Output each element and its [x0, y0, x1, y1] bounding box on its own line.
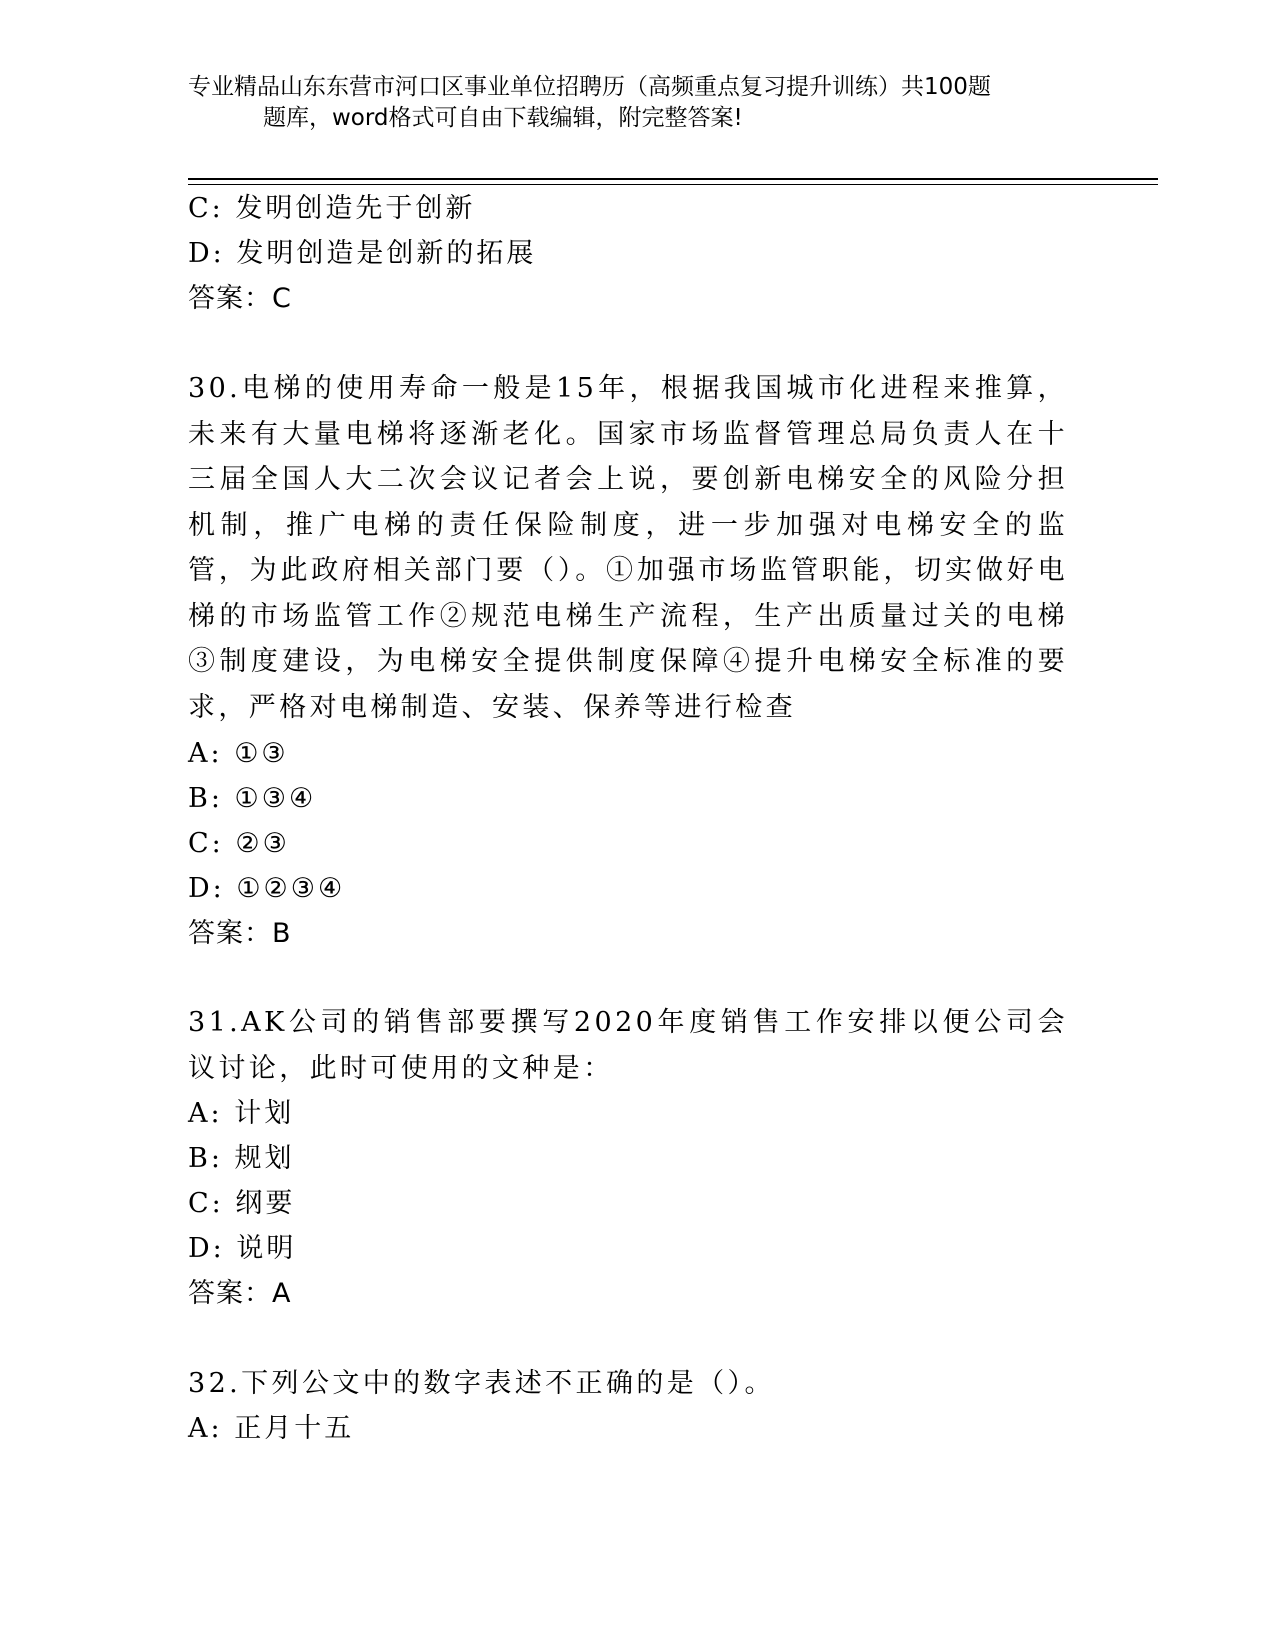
- header-rule-thick: [188, 178, 1158, 180]
- q30-option-b: B: ①③④: [188, 783, 317, 814]
- q29-option-c: C: 发明创造先于创新: [188, 193, 476, 224]
- q32-option-a: A: 正月十五: [188, 1413, 355, 1444]
- q31-option-a: A: 计划: [188, 1098, 295, 1129]
- q31-stem: 31.AK公司的销售部要撰写2020年度销售工作安排以便公司会议讨论，此时可使用的文种是：: [188, 1007, 1068, 1084]
- q31-option-b: B: 规划: [188, 1143, 295, 1174]
- q30-option-d: D: ①②③④: [188, 873, 346, 904]
- q31-option-c: C: 纲要: [188, 1188, 296, 1219]
- q31-answer: 答案：A: [188, 1278, 292, 1309]
- title-line-1: 专业精品山东东营市河口区事业单位招聘历（高频重点复习提升训练）共100题: [188, 74, 991, 100]
- q32-stem: 32.下列公文中的数字表述不正确的是（）。: [188, 1368, 775, 1399]
- header-rule-thin: [188, 184, 1158, 185]
- q30-answer: 答案：B: [188, 918, 292, 949]
- q31-option-d: D: 说明: [188, 1233, 297, 1264]
- q29-answer: 答案：C: [188, 283, 292, 314]
- q30-option-c: C: ②③: [188, 828, 290, 859]
- q29-option-d: D: 发明创造是创新的拓展: [188, 238, 537, 269]
- document-title: [188, 72, 1068, 134]
- q30-option-a: A: ①③: [188, 738, 289, 769]
- title-line-2: 题库，word格式可自由下载编辑，附完整答案!: [263, 105, 743, 131]
- q30-stem: 30.电梯的使用寿命一般是15年，根据我国城市化进程来推算，未来有大量电梯将逐渐老化。国家市场监督管理总局负责人在十三届全国人大二次会议记者会上说，要创新电梯安全的风险分担机制，推广电梯的责任保险制度，进一步加强对电梯安全的监管，为此政府相关部门要（）。①加强市场监管职能，切实做好电梯的市场监管工作②规范电梯生产流程，生产出质量过关的电梯③制度建设，为电梯安全提供制度保障④提升电梯安全标准的要求，严格对电梯制造、安装、保养等进行检查: [188, 373, 1068, 723]
